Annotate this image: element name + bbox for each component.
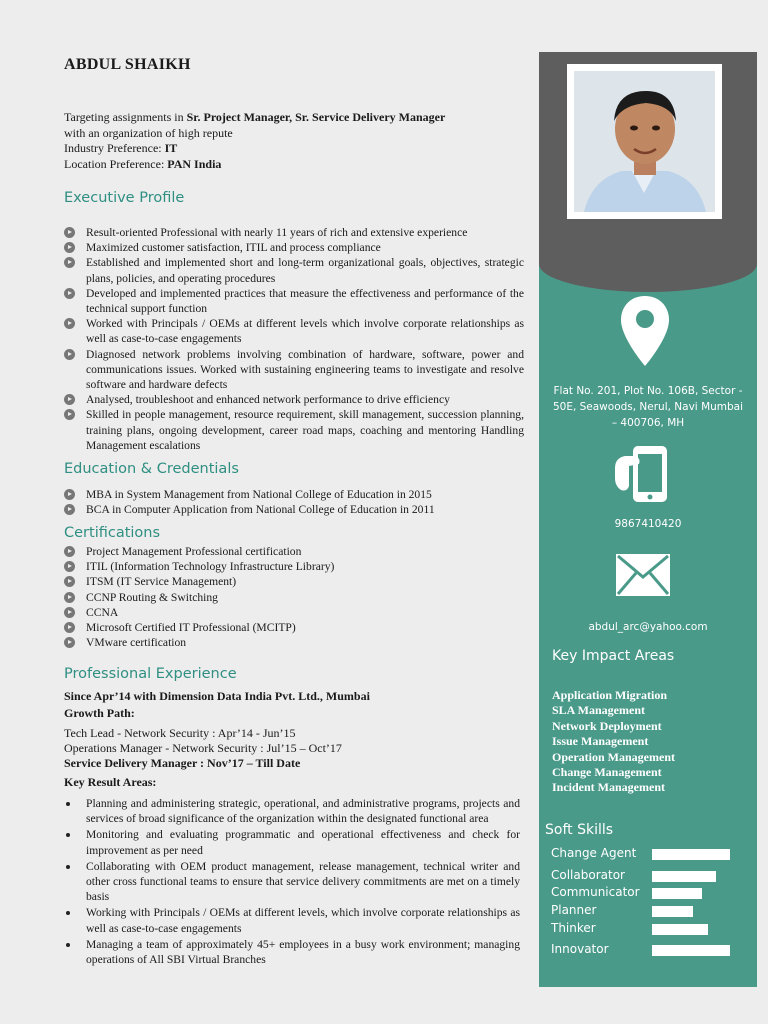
skill-label: Communicator bbox=[551, 885, 640, 899]
list-item: Issue Management bbox=[552, 734, 649, 749]
soft-skills-heading: Soft Skills bbox=[545, 822, 614, 838]
skill-bar-fill bbox=[652, 924, 708, 935]
executive-profile-list bbox=[64, 225, 524, 453]
list-item: Managing a team of approximately 45+ employees in a busy work environment; managing operations of All SBI Virtual Branches bbox=[64, 937, 520, 967]
person-portrait-icon bbox=[574, 71, 715, 212]
list-item: Project Management Professional certification bbox=[64, 544, 524, 559]
arrow-bullet-icon bbox=[64, 318, 75, 329]
list-item: Incident Management bbox=[552, 780, 665, 795]
skill-row bbox=[551, 903, 751, 919]
arrow-bullet-icon bbox=[64, 409, 75, 420]
list-item: Diagnosed network problems involving combination of hardware, software, power and communications issues. Worked with sustaining engineering teams to investigate and resolve software and hardware defects bbox=[64, 347, 524, 393]
list-item: Analysed, troubleshoot and enhanced network performance to drive efficiency bbox=[64, 392, 524, 407]
list-item: Collaborating with OEM product management, release management, technical writer and other cross functional teams to ensure that service delivery commitments are met on a timely basis bbox=[64, 859, 520, 905]
education-heading: Education & Credentials bbox=[64, 461, 239, 477]
arrow-bullet-icon bbox=[64, 546, 75, 557]
skill-label: Thinker bbox=[551, 921, 596, 935]
list-item: MBA in System Management from National College of Education in 2015 bbox=[64, 487, 524, 502]
skill-bar bbox=[652, 945, 730, 956]
avatar bbox=[574, 71, 715, 212]
kra-list bbox=[64, 796, 520, 968]
industry-label: Industry Preference: bbox=[64, 141, 165, 155]
arrow-bullet-icon bbox=[64, 561, 75, 572]
industry-value: IT bbox=[164, 141, 178, 155]
education-list bbox=[64, 487, 524, 517]
skill-bar bbox=[652, 871, 730, 882]
arrow-bullet-icon bbox=[64, 242, 75, 253]
list-item: Working with Principals / OEMs at different levels, which involve corporate relationships as well as case-to-case engagements bbox=[64, 905, 520, 935]
skill-row bbox=[551, 942, 751, 958]
list-item: BCA in Computer Application from National College of Education in 2011 bbox=[64, 502, 524, 517]
location-pin-icon bbox=[619, 294, 671, 368]
arrow-bullet-icon bbox=[64, 257, 75, 268]
skill-bar bbox=[652, 906, 730, 917]
phone-number[interactable]: 9867410420 bbox=[614, 518, 682, 530]
impact-areas-list bbox=[552, 688, 675, 796]
list-item: Application Migration bbox=[552, 688, 668, 702]
list-item: Change Management bbox=[552, 765, 662, 780]
arrow-bullet-icon bbox=[64, 394, 75, 405]
list-item: Planning and administering strategic, operational, and administrative programs, projects and services of broad significance of the organization within the designated functional area bbox=[64, 796, 520, 826]
list-item: VMware certification bbox=[64, 635, 524, 650]
target-prefix: Targeting assignments in bbox=[64, 110, 187, 124]
email-icon bbox=[615, 553, 671, 597]
target-summary bbox=[64, 110, 524, 172]
kra-label: Key Result Areas: bbox=[64, 775, 157, 789]
arrow-bullet-icon bbox=[64, 607, 75, 618]
list-item: Skilled in people management, resource requirement, skill management, succession planning, training plans, ongoing development, career road maps, coaching and mentoring Handling Management escalations bbox=[64, 407, 524, 453]
arrow-bullet-icon bbox=[64, 227, 75, 238]
skill-label: Planner bbox=[551, 903, 597, 917]
arrow-bullet-icon bbox=[64, 349, 75, 360]
skill-row bbox=[551, 921, 751, 937]
skill-row bbox=[551, 868, 751, 884]
arrow-bullet-icon bbox=[64, 622, 75, 633]
location-value: PAN India bbox=[167, 156, 222, 171]
phone-icon bbox=[611, 442, 671, 504]
target-org: with an organization of high repute bbox=[64, 125, 233, 140]
location-label: Location Preference: bbox=[64, 156, 168, 171]
skill-row bbox=[551, 846, 751, 862]
role-line: Tech Lead - Network Security : Apr’14 - Jun’15 bbox=[64, 726, 296, 740]
impact-areas-heading: Key Impact Areas bbox=[552, 648, 675, 664]
company-line: Since Apr’14 with Dimension Data India Pvt. Ltd., Mumbai bbox=[64, 689, 370, 703]
role-line: Operations Manager - Network Security : Jul’15 – Oct’17 bbox=[64, 741, 342, 755]
skill-bar-fill bbox=[652, 945, 730, 956]
skill-bar-fill bbox=[652, 871, 716, 882]
list-item: Result-oriented Professional with nearly 11 years of rich and extensive experience bbox=[64, 225, 524, 240]
skill-bar-fill bbox=[652, 906, 693, 917]
arrow-bullet-icon bbox=[64, 504, 75, 515]
skill-bar-fill bbox=[652, 849, 730, 860]
list-item: CCNA bbox=[64, 605, 524, 620]
skill-row bbox=[551, 885, 751, 901]
arrow-bullet-icon bbox=[64, 592, 75, 603]
list-item: Monitoring and evaluating programmatic and operational effectiveness and check for improvement as per need bbox=[64, 827, 520, 857]
certifications-list bbox=[64, 544, 524, 650]
arrow-bullet-icon bbox=[64, 576, 75, 587]
sidebar-panel bbox=[539, 52, 757, 987]
skill-bar-fill bbox=[652, 888, 702, 899]
skill-bar bbox=[652, 924, 730, 935]
skill-label: Change Agent bbox=[551, 846, 637, 860]
skill-bar bbox=[652, 849, 730, 860]
address-text: Flat No. 201, Plot No. 106B, Sector - 50E, Seawoods, Nerul, Navi Mumbai – 400706, MH bbox=[552, 385, 744, 429]
experience-heading: Professional Experience bbox=[64, 666, 237, 682]
list-item: Operation Management bbox=[552, 749, 675, 764]
certifications-heading: Certifications bbox=[64, 525, 161, 541]
list-item: SLA Management bbox=[552, 703, 645, 718]
list-item: Microsoft Certified IT Professional (MCITP) bbox=[64, 620, 524, 635]
target-roles: Sr. Project Manager, Sr. Service Delivery Manager bbox=[186, 110, 446, 124]
list-item: Maximized customer satisfaction, ITIL and process compliance bbox=[64, 240, 524, 255]
list-item: Network Deployment bbox=[552, 718, 662, 733]
list-item: ITIL (Information Technology Infrastructure Library) bbox=[64, 559, 524, 574]
candidate-name: ABDUL SHAIKH bbox=[64, 56, 191, 73]
list-item: Developed and implemented practices that measure the effectiveness and performance of the technical support function bbox=[64, 286, 524, 316]
arrow-bullet-icon bbox=[64, 637, 75, 648]
list-item: ITSM (IT Service Management) bbox=[64, 574, 524, 589]
growth-path-label: Growth Path: bbox=[64, 706, 135, 720]
profile-photo bbox=[567, 64, 722, 219]
list-item: CCNP Routing & Switching bbox=[64, 590, 524, 605]
executive-profile-heading: Executive Profile bbox=[64, 190, 185, 206]
skill-bar bbox=[652, 888, 730, 899]
role-line-current: Service Delivery Manager : Nov’17 – Till Date bbox=[64, 756, 301, 770]
skill-label: Collaborator bbox=[551, 868, 625, 882]
list-item: Established and implemented short and long-term organizational goals, objectives, strategic plans, policies, and operating procedures bbox=[64, 255, 524, 285]
email-address[interactable]: abdul_arc@yahoo.com bbox=[588, 621, 708, 633]
skill-label: Innovator bbox=[551, 942, 609, 956]
arrow-bullet-icon bbox=[64, 489, 75, 500]
list-item: Worked with Principals / OEMs at different levels which involve corporate relationships as well as case-to-case engagements bbox=[64, 316, 524, 346]
arrow-bullet-icon bbox=[64, 288, 75, 299]
